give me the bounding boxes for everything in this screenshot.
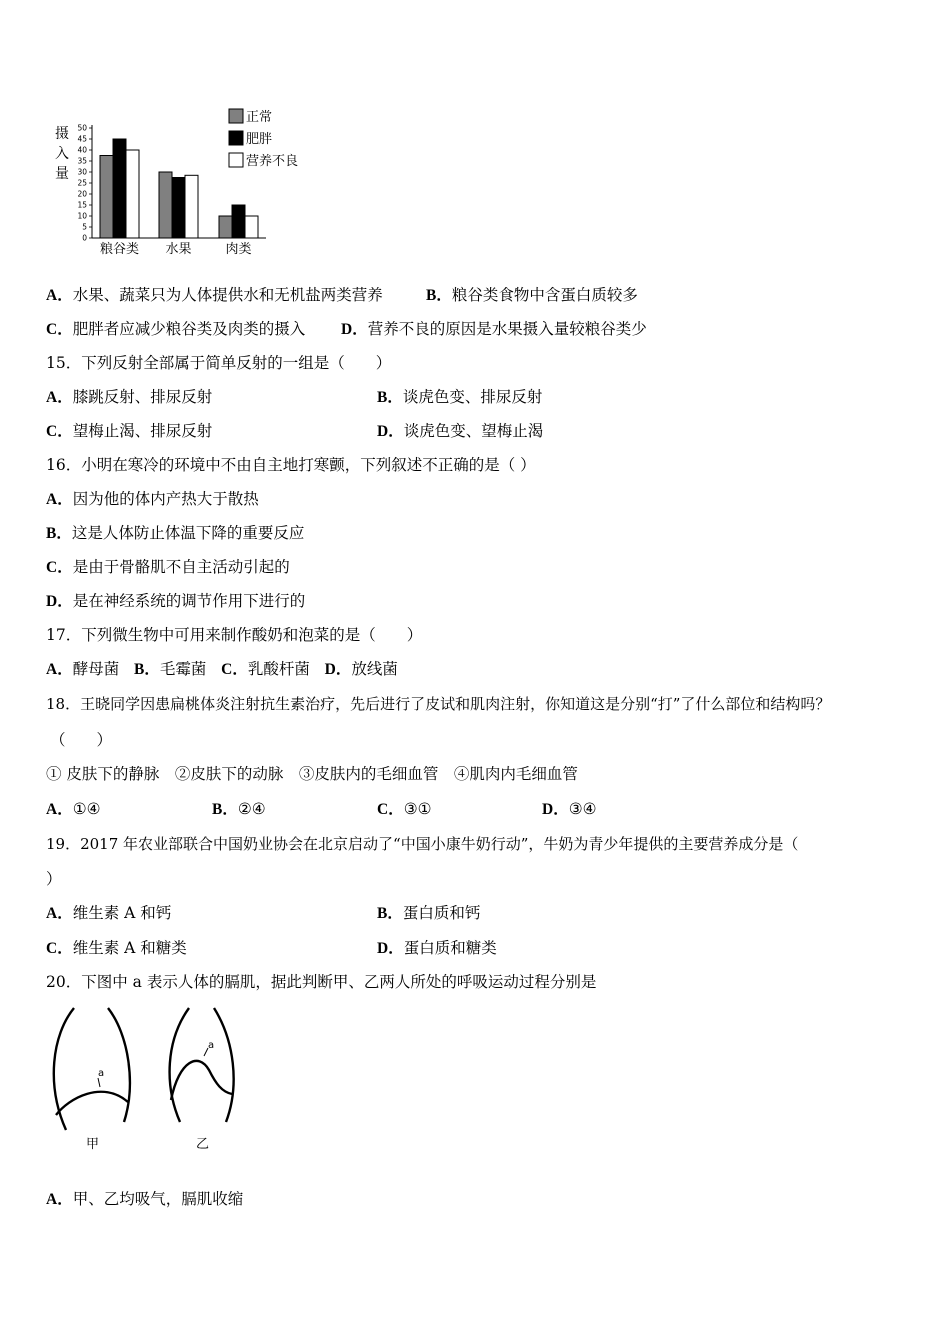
option-text: 毛霉菌: [159, 660, 207, 678]
y-tick-label: 5: [82, 222, 87, 232]
q19-stem-cont: ）: [46, 870, 62, 888]
option-letter: A．: [46, 389, 73, 406]
option-letter: A．: [46, 801, 73, 818]
y-tick-label: 50: [77, 123, 87, 133]
q14-option-c: [46, 319, 305, 340]
y-axis-ticks: [77, 124, 92, 243]
bar: [245, 216, 258, 238]
y-axis-title-char: 量: [55, 166, 69, 182]
q14-option-d: [341, 319, 647, 340]
bar: [219, 216, 232, 238]
q20-option-a: [46, 1189, 243, 1210]
option-text: 酵母菌: [72, 660, 120, 678]
jia-diaphragm: [56, 1092, 128, 1115]
option-text: 水果、蔬菜只为人体提供水和无机盐两类营养: [72, 286, 383, 304]
option-letter: C．: [46, 940, 73, 957]
bar: [113, 139, 126, 238]
label-yi: 乙: [196, 1137, 210, 1152]
legend-swatch: [229, 153, 243, 167]
legend-label: 肥胖: [246, 132, 273, 147]
x-axis-categories: [100, 241, 252, 257]
option-letter: A．: [46, 661, 73, 678]
option-letter: D．: [324, 661, 352, 678]
q18-option-a: [46, 799, 101, 820]
q15-option-a: [46, 387, 212, 408]
q16-option-a: [46, 489, 259, 510]
bar: [232, 205, 245, 238]
option-text: 甲、乙均吸气，膈肌收缩: [72, 1190, 244, 1208]
option-letter: B．: [426, 287, 452, 304]
q16-stem: 16．小明在寒冷的环境中不由自主地打寒颤，下列叙述不正确的是（ ）: [46, 456, 536, 474]
option-text: 放线菌: [351, 660, 398, 678]
option-text: 这是人体防止体温下降的重要反应: [71, 524, 305, 542]
q17-stem: 17．下列微生物中可用来制作酸奶和泡菜的是（ ）: [46, 626, 423, 644]
option-text: 粮谷类食物中含蛋白质较多: [451, 286, 638, 304]
q18-option-c: [377, 799, 432, 820]
intake-bar-chart: [48, 102, 328, 262]
option-letter: B．: [212, 801, 238, 818]
q20-stem: 20．下图中 a 表示人体的膈肌，据此判断甲、乙两人所处的呼吸运动过程分别是: [46, 973, 597, 991]
option-text: 维生素 A 和糖类: [72, 939, 187, 957]
bar: [172, 178, 185, 239]
q17-options: [46, 659, 398, 680]
q16-option-c: [46, 557, 290, 578]
x-category-label: 粮谷类: [99, 242, 140, 257]
q15-option-d: [377, 421, 543, 442]
option-letter: D．: [377, 423, 404, 440]
q18-stem: 18．王晓同学因患扁桃体炎注射抗生素治疗，先后进行了皮试和肌肉注射，你知道这是分别“打”了什么部位和结构吗？: [46, 695, 831, 713]
q18-option-d: [542, 799, 597, 820]
q18-stem-cont: （ ）: [50, 731, 113, 749]
q19-option-a: [46, 903, 171, 924]
option-text: 膝跳反射、排尿反射: [72, 388, 213, 406]
option-text: 是在神经系统的调节作用下进行的: [72, 592, 306, 610]
yi-diaphragm: [171, 1061, 232, 1100]
q19-option-d: [377, 938, 497, 959]
q14-option-a: [46, 285, 383, 306]
y-tick-label: 35: [77, 156, 87, 166]
option-text: 谈虎色变、排尿反射: [402, 388, 543, 406]
x-category-label: 肉类: [225, 242, 252, 257]
option-text: 是由于骨骼肌不自主活动引起的: [72, 558, 290, 576]
jia-label-a: a: [98, 1068, 105, 1079]
q19-stem: 19．2017 年农业部联合中国奶业协会在北京启动了“中国小康牛奶行动”，牛奶为青少年提供的主要营养成分是（: [46, 835, 799, 853]
option-letter: A．: [46, 491, 73, 508]
y-tick-label: 25: [77, 178, 87, 188]
diaphragm-diagram: [44, 1000, 244, 1160]
option-text: 蛋白质和糖类: [403, 939, 497, 957]
jia-pointer-line: [98, 1078, 100, 1087]
option-text: 乳酸杆菌: [247, 660, 310, 678]
q15-option-c: [46, 421, 212, 442]
bar: [126, 150, 139, 238]
legend-swatch: [229, 109, 243, 123]
q14-option-b: [426, 285, 638, 306]
q18-items: ① 皮肤下的静脉 ②皮肤下的动脉 ③皮肤内的毛细血管 ④肌肉内毛细血管: [46, 765, 578, 783]
legend-label: 营养不良: [246, 154, 299, 169]
x-category-label: 水果: [165, 242, 192, 257]
option-letter: D．: [341, 321, 368, 338]
option-text: 维生素 A 和钙: [72, 904, 172, 922]
option-letter: C．: [46, 559, 73, 576]
y-tick-label: 15: [77, 200, 87, 210]
legend-swatch: [229, 131, 243, 145]
option-letter: A．: [46, 287, 73, 304]
y-tick-label: 20: [77, 189, 87, 199]
option-text: ③④: [568, 800, 597, 818]
jia-left-chest-wall: [54, 1008, 74, 1130]
option-letter: C．: [221, 661, 248, 678]
option-text: ①④: [72, 800, 101, 818]
option-letter: B．: [377, 389, 403, 406]
option-letter: C．: [377, 801, 404, 818]
label-jia: 甲: [86, 1137, 100, 1152]
jia-right-chest-wall: [108, 1008, 130, 1122]
option-letter: A．: [46, 905, 73, 922]
option-text: 营养不良的原因是水果摄入量较粮谷类少: [367, 320, 647, 338]
option-letter: D．: [46, 593, 73, 610]
y-tick-label: 45: [77, 134, 87, 144]
y-axis-title-char: 入: [55, 146, 69, 162]
q16-option-b: [46, 523, 304, 544]
option-letter: D．: [542, 801, 569, 818]
option-text: ③①: [403, 800, 432, 818]
y-axis-title: [55, 125, 69, 182]
q19-option-b: [377, 903, 480, 924]
y-tick-label: 0: [82, 233, 87, 243]
option-letter: C．: [46, 321, 73, 338]
q15-stem: 15．下列反射全部属于简单反射的一组是（ ）: [46, 354, 392, 372]
option-letter: B．: [134, 661, 160, 678]
option-letter: B．: [46, 525, 72, 542]
option-text: 蛋白质和钙: [402, 904, 481, 922]
y-tick-label: 30: [77, 167, 87, 177]
option-text: 望梅止渴、排尿反射: [72, 422, 213, 440]
yi-right-chest-wall: [214, 1008, 234, 1122]
option-text: 谈虎色变、望梅止渴: [403, 422, 544, 440]
option-text: ②④: [237, 800, 266, 818]
q18-option-b: [212, 799, 266, 820]
option-text: 肥胖者应减少粮谷类及肉类的摄入: [72, 320, 306, 338]
bar: [100, 156, 113, 239]
option-text: 因为他的体内产热大于散热: [72, 490, 259, 508]
legend: [229, 109, 298, 169]
option-letter: A．: [46, 1191, 73, 1208]
y-axis-title-char: 摄: [55, 126, 69, 142]
y-tick-label: 10: [77, 211, 87, 221]
yi-label-a: a: [208, 1040, 215, 1051]
q16-option-d: [46, 591, 305, 612]
bar: [185, 175, 198, 238]
q15-option-b: [377, 387, 542, 408]
option-letter: B．: [377, 905, 403, 922]
q19-option-c: [46, 938, 187, 959]
y-tick-label: 40: [77, 145, 87, 155]
legend-label: 正常: [246, 110, 273, 125]
bar: [159, 172, 172, 238]
option-letter: C．: [46, 423, 73, 440]
option-letter: D．: [377, 940, 404, 957]
